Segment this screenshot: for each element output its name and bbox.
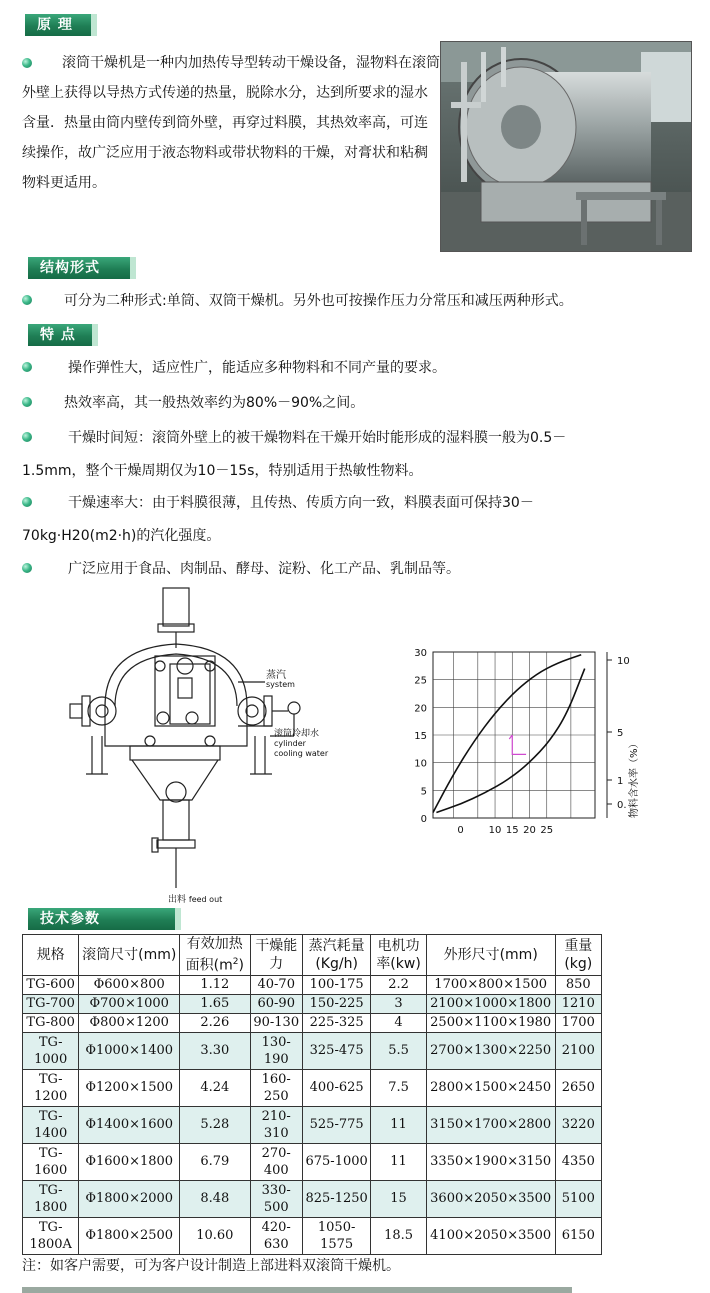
bullet-icon — [22, 397, 32, 407]
table-cell-power: 11 — [371, 1106, 426, 1143]
table-cell-steam: 400-625 — [302, 1069, 370, 1106]
section-tag-features: 特 点 — [28, 324, 98, 346]
header-model: 规格 — [23, 935, 79, 976]
table-cell-steam: 150-225 — [302, 994, 370, 1013]
section-tag-params: 技术参数 — [28, 908, 181, 930]
table-cell-cap: 330- 500 — [250, 1180, 302, 1217]
table-row — [23, 1032, 602, 1069]
header-area: 有效加热 面积$(m^2)$ — [180, 935, 250, 976]
table-cell-model: TG-1600 — [23, 1143, 79, 1180]
feature-5-text: 广泛应用于食品、肉制品、酵母、淀粉、化工产品、乳制品等。 — [68, 561, 460, 577]
table-cell-drum: Φ1800×2500 — [79, 1217, 180, 1254]
header-weight: 重量 (kg) — [555, 935, 601, 976]
table-cell-model: TG-700 — [23, 994, 79, 1013]
feature-1 — [22, 357, 446, 377]
table-cell-dims: 3150×1700×2800 — [426, 1106, 555, 1143]
table-cell-area: 3.30 — [180, 1032, 250, 1069]
table-cell-drum: Φ1800×2000 — [79, 1180, 180, 1217]
x-tick-label: 0 — [457, 825, 464, 836]
table-cell-power: 11 — [371, 1143, 426, 1180]
table-cell-model: TG-1400 — [23, 1106, 79, 1143]
drum-dryer-photo — [440, 41, 692, 252]
label-steam-en: system — [266, 680, 295, 689]
table-cell-area: 8.48 — [180, 1180, 250, 1217]
table-cell-dims: 2800×1500×2450 — [426, 1069, 555, 1106]
label-feed-out — [168, 892, 222, 905]
table-cell-model: TG-1800 — [23, 1180, 79, 1217]
table-cell-cap: 60-90 — [250, 994, 302, 1013]
table-cell-cap: 210- 310 — [250, 1106, 302, 1143]
principle-paragraph — [22, 48, 440, 198]
table-cell-area: 10.60 — [180, 1217, 250, 1254]
table-cell-weight: 2650 — [555, 1069, 601, 1106]
y-left-tick-label: 20 — [414, 703, 427, 715]
table-row — [23, 1143, 602, 1180]
table-cell-area: 6.79 — [180, 1143, 250, 1180]
table-cell-cap: 420- 630 — [250, 1217, 302, 1254]
table-cell-weight: 2100 — [555, 1032, 601, 1069]
table-cell-area: 1.65 — [180, 994, 250, 1013]
table-cell-area: 5.28 — [180, 1106, 250, 1143]
x-tick-label: 10 — [488, 825, 502, 836]
feed-out-cn: 出料 — [168, 895, 187, 905]
feature-4 — [22, 492, 534, 512]
table-cell-steam: 1050- 1575 — [302, 1217, 370, 1254]
table-cell-power: 5.5 — [371, 1032, 426, 1069]
table-row — [23, 1013, 602, 1032]
feature-3 — [22, 427, 566, 447]
y-right-tick-label: 10 — [617, 656, 630, 667]
feature-2 — [22, 392, 364, 412]
label-cooling-en2: cooling water — [274, 749, 329, 758]
bullet-icon — [22, 362, 32, 372]
header-dims: 外形尺寸(mm) — [426, 935, 555, 976]
bullet-icon — [22, 497, 32, 507]
feature-2-text: 热效率高，其一般热效率约为80%－90%之间。 — [64, 395, 365, 411]
table-row — [23, 1069, 602, 1106]
table-cell-cap: 270- 400 — [250, 1143, 302, 1180]
feature-5 — [22, 558, 460, 578]
table-cell-cap: 160- 250 — [250, 1069, 302, 1106]
feature-4-text: 干燥速率大：由于料膜很薄，且传热、传质方向一致，料膜表面可保持30－ — [68, 495, 534, 511]
table-cell-steam: 100-175 — [302, 975, 370, 994]
table-cell-cap: 40-70 — [250, 975, 302, 994]
table-cell-power: 4 — [371, 1013, 426, 1032]
table-cell-drum: Φ1600×1800 — [79, 1143, 180, 1180]
label-cooling-cn: 滚筒冷却水 — [274, 729, 320, 739]
header-power: 电机功 率(kw) — [371, 935, 426, 976]
principle-text: 滚筒干燥机是一种内加热传导型转动干燥设备，湿物料在滚筒外壁上获得以导热方式传递的热量，脱除水分，达到所要求的湿水含量．热量由筒内壁传到筒外壁，再穿过料膜，其热效率高，可连续操作，故广泛应用于液态物料或带状物料的干燥，对膏状和粘稠物料更适用。 — [22, 55, 440, 191]
header-steam: 蒸汽耗量 (Kg/h) — [302, 935, 370, 976]
table-row — [23, 1217, 602, 1254]
y-right-axis-label: 物料含水率（%） — [629, 738, 640, 818]
table-cell-dims: 3600×2050×3500 — [426, 1180, 555, 1217]
table-cell-weight: 1700 — [555, 1013, 601, 1032]
y-right-tick-label: 0. — [617, 800, 627, 811]
feature-1-text: 操作弹性大，适应性广，能适应多种物料和不同产量的要求。 — [68, 360, 446, 376]
bottom-image-strip — [22, 1287, 572, 1293]
structure-text: 可分为二种形式:单筒、双筒干燥机。另外也可按操作压力分常压和减压两种形式。 — [64, 293, 573, 309]
table-cell-cap: 130- 190 — [250, 1032, 302, 1069]
structure-line — [22, 290, 573, 310]
table-row — [23, 1180, 602, 1217]
table-cell-model: TG-800 — [23, 1013, 79, 1032]
table-cell-drum: Φ1200×1500 — [79, 1069, 180, 1106]
y-left-tick-label: 10 — [414, 758, 427, 770]
table-cell-weight: 3220 — [555, 1106, 601, 1143]
moisture-chart-svg — [405, 646, 650, 846]
table-cell-power: 7.5 — [371, 1069, 426, 1106]
header-capacity: 干燥能 力 — [250, 935, 302, 976]
table-cell-steam: 325-475 — [302, 1032, 370, 1069]
table-cell-dims: 4100×2050×3500 — [426, 1217, 555, 1254]
section-tag-structure: 结构形式 — [28, 257, 136, 279]
table-cell-dims: 1700×800×1500 — [426, 975, 555, 994]
x-tick-label: 20 — [523, 825, 536, 836]
table-cell-drum: Φ600×800 — [79, 975, 180, 994]
x-tick-label: 15 — [505, 825, 519, 836]
spec-table — [22, 934, 602, 1255]
table-cell-weight: 4350 — [555, 1143, 601, 1180]
table-cell-steam: 525-775 — [302, 1106, 370, 1143]
table-cell-weight: 5100 — [555, 1180, 601, 1217]
table-cell-power: 2.2 — [371, 975, 426, 994]
table-cell-steam: 825-1250 — [302, 1180, 370, 1217]
table-cell-area: 4.24 — [180, 1069, 250, 1106]
table-cell-dims: 2500×1100×1980 — [426, 1013, 555, 1032]
label-cooling-en1: cylinder — [274, 739, 306, 748]
table-header-row — [23, 935, 602, 976]
table-cell-drum: Φ1000×1400 — [79, 1032, 180, 1069]
table-cell-steam: 675-1000 — [302, 1143, 370, 1180]
table-cell-steam: 225-325 — [302, 1013, 370, 1032]
table-cell-weight: 6150 — [555, 1217, 601, 1254]
table-cell-area: 2.26 — [180, 1013, 250, 1032]
table-row — [23, 975, 602, 994]
table-cell-model: TG-1000 — [23, 1032, 79, 1069]
label-steam-cn: 蒸汽 — [266, 670, 286, 681]
feature-3-cont: 1.5mm，整个干燥周期仅为10－15s，特别适用于热敏性物料。 — [22, 463, 423, 479]
table-cell-model: TG-600 — [23, 975, 79, 994]
y-left-tick-label: 5 — [420, 786, 427, 798]
series-line-upper — [433, 655, 581, 813]
table-cell-weight: 1210 — [555, 994, 601, 1013]
table-cell-power: 3 — [371, 994, 426, 1013]
table-cell-model: TG- 1800A — [23, 1217, 79, 1254]
table-cell-power: 15 — [371, 1180, 426, 1217]
y-left-tick-label: 0 — [420, 814, 427, 825]
series-line-lower — [436, 669, 584, 813]
y-left-tick-label: 15 — [414, 731, 427, 742]
table-cell-dims: 3350×1900×3150 — [426, 1143, 555, 1180]
table-cell-drum: Φ800×1200 — [79, 1013, 180, 1032]
header-drum: 滚筒尺寸(mm) — [79, 935, 180, 976]
footnote: 注：如客户需要，可为客户设计制造上部进料双滚筒干燥机。 — [22, 1258, 400, 1274]
table-cell-drum: Φ1400×1600 — [79, 1106, 180, 1143]
x-tick-label: 25 — [540, 825, 554, 836]
table-cell-cap: 90-130 — [250, 1013, 302, 1032]
y-left-tick-label: 30 — [414, 648, 427, 659]
feature-4-cont: 70kg·H20(m2·h)的汽化强度。 — [22, 528, 221, 544]
y-right-tick-label: 5 — [617, 728, 624, 739]
y-left-tick-label: 25 — [414, 675, 427, 687]
moisture-chart — [405, 646, 650, 846]
table-row — [23, 1106, 602, 1143]
table-cell-weight: 850 — [555, 975, 601, 994]
cursor-marker — [509, 735, 526, 754]
dryer-cross-section-diagram — [60, 586, 330, 908]
table-cell-power: 18.5 — [371, 1217, 426, 1254]
bullet-icon — [22, 58, 32, 68]
bullet-icon — [22, 432, 32, 442]
table-cell-dims: 2700×1300×2250 — [426, 1032, 555, 1069]
table-cell-dims: 2100×1000×1800 — [426, 994, 555, 1013]
table-cell-model: TG-1200 — [23, 1069, 79, 1106]
y-right-tick-label: 1 — [617, 776, 624, 787]
section-tag-principle: 原 理 — [25, 14, 97, 36]
table-cell-area: 1.12 — [180, 975, 250, 994]
table-row — [23, 994, 602, 1013]
table-cell-drum: Φ700×1000 — [79, 994, 180, 1013]
bullet-icon — [22, 563, 32, 573]
bullet-icon — [22, 295, 32, 305]
feed-out-en: feed out — [188, 895, 223, 904]
feature-3-text: 干燥时间短：滚筒外壁上的被干燥物料在干燥开始时能形成的湿料膜一般为0.5－ — [68, 430, 567, 446]
